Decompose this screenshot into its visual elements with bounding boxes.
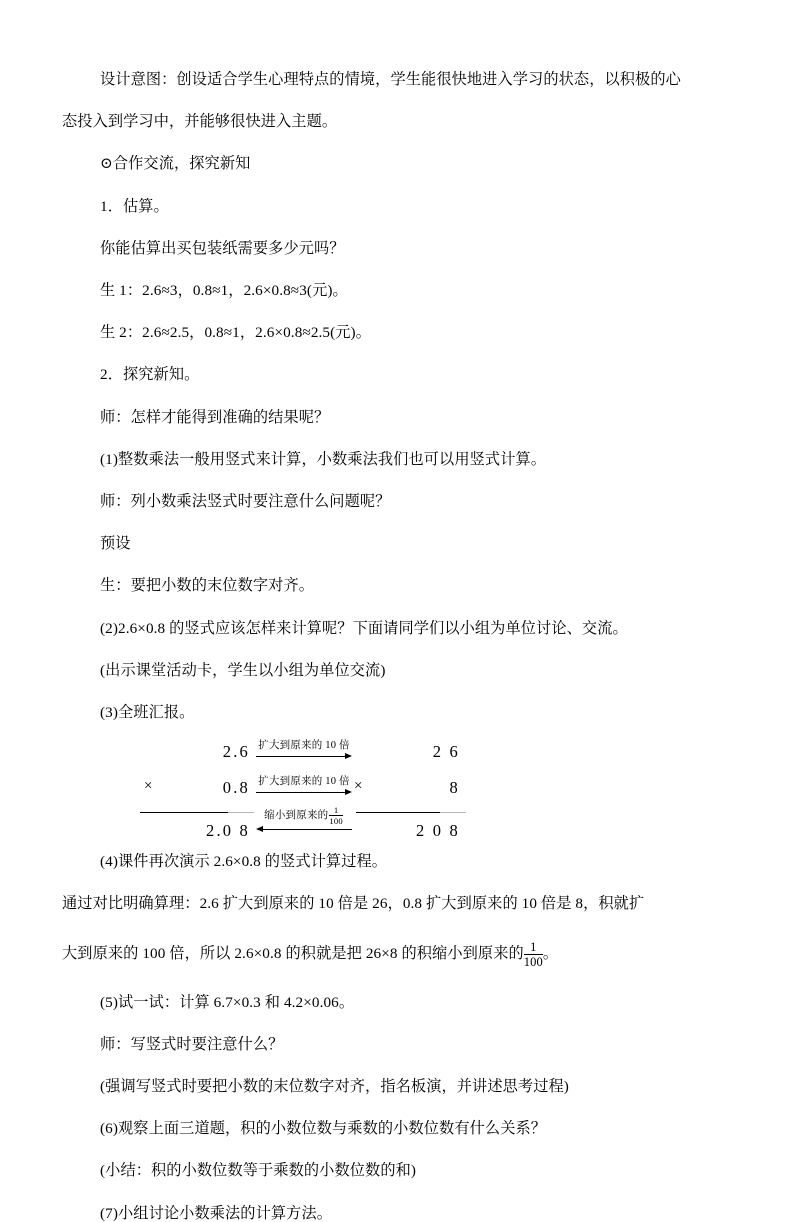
left-horizontal-rule — [140, 812, 254, 813]
teacher-question-2: 师：列小数乘法竖式时要注意什么问题呢？ — [100, 493, 391, 511]
list-item-1-estimate: 1．估算。 — [100, 197, 169, 215]
question-estimate-cost: 你能估算出买包装纸需要多少元吗？ — [100, 239, 345, 257]
preset-label: 预设 — [100, 535, 131, 553]
point-6-observe-question: (6)观察上面三道题，积的小数位数与乘数的小数位数有什么关系？ — [100, 1120, 547, 1138]
arrow-shaft — [256, 756, 346, 757]
student-answer-1: 生 1：2.6≈3，0.8≈1，2.6×0.8≈3(元)。 — [100, 282, 348, 300]
fraction-numerator: 1 — [329, 806, 343, 816]
vertical-calculation-diagram — [62, 736, 732, 840]
list-item-2-explore: 2．探究新知。 — [100, 366, 200, 384]
point-3-class-report: (3)全班汇报。 — [100, 704, 195, 722]
student-answer-2: 生 2：2.6≈2.5，0.8≈1，2.6×0.8≈2.5(元)。 — [100, 324, 372, 342]
point-1-integer-multiplication: (1)整数乘法一般用竖式来计算，小数乘法我们也可以用竖式计算。 — [100, 450, 547, 468]
activity-card-note: (出示课堂活动卡，学生以小组为单位交流) — [100, 661, 386, 679]
arrow-expand-multiplier — [256, 776, 352, 797]
arrow-expand-multiplicand — [256, 740, 352, 761]
arrow-shaft — [256, 792, 346, 793]
arrow-head-left-icon — [256, 826, 263, 832]
right-multiplicand: 2 6 — [432, 742, 460, 762]
point-7-group-discussion: (7)小组讨论小数乘法的计算方法。 — [100, 1204, 333, 1222]
arrow-line-left — [256, 826, 352, 834]
fraction-denominator: 100 — [523, 955, 543, 970]
right-product: 2 0 8 — [416, 821, 460, 841]
summary-note: (小结：积的小数位数等于乘数的小数位数的和) — [100, 1162, 417, 1180]
paragraph-design-intent: 设计意图：创设适合学生心理特点的情境，学生能很快地进入学习的状态，以积极的心 — [100, 71, 681, 88]
arrow-shaft — [262, 829, 352, 830]
left-product: 2.0 8 — [206, 821, 250, 841]
right-horizontal-rule — [356, 812, 466, 813]
fraction-one-hundredth — [329, 806, 343, 825]
student-answer-3: 生：要把小数的末位数字对齐。 — [100, 577, 315, 595]
section-heading-cooperative-inquiry: ⊙合作交流，探究新知 — [100, 155, 251, 173]
reasoning-line-1: 通过对比明确算理：2.6 扩大到原来的 10 倍是 26，0.8 扩大到原来的 10 倍是 8，积就扩 — [62, 895, 645, 913]
right-times-sign: × — [354, 778, 363, 795]
point-5-try-it: (5)试一试：计算 6.7×0.3 和 4.2×0.06。 — [100, 993, 355, 1011]
reasoning-line-2-text: 大到原来的 100 倍，所以 2.6×0.8 的积就是把 26×8 的积缩小到原来的 — [62, 944, 524, 962]
arrow-line-right-1 — [256, 753, 352, 761]
fraction-denominator: 100 — [329, 815, 343, 826]
arrow-line-right-2 — [256, 789, 352, 797]
paragraph-design-intent-continued: 态投入到学习中，并能够很快进入主题。 — [62, 113, 338, 131]
point-2-vertical-form-question: (2)2.6×0.8 的竖式应该怎样来计算呢？下面请同学们以小组为单位讨论、交流。 — [100, 619, 628, 637]
fraction-numerator: 1 — [524, 941, 543, 956]
left-multiplier: 0.8 — [222, 778, 250, 798]
arrow-label-expand-1: 扩大到原来的 10 倍 — [258, 740, 350, 752]
integer-vertical-form — [348, 736, 468, 840]
arrow-label-shrink-text: 缩小到原来的 — [264, 810, 329, 822]
decimal-vertical-form — [138, 736, 258, 840]
point-4-courseware-demo: (4)课件再次演示 2.6×0.8 的竖式计算过程。 — [100, 853, 388, 871]
emphasis-note: (强调写竖式时要把小数的末位数字对齐，指名板演，并讲述思考过程) — [100, 1078, 569, 1096]
left-multiplicand: 2.6 — [222, 742, 250, 762]
reasoning-line-2 — [62, 941, 732, 969]
arrow-label-shrink — [256, 806, 352, 825]
reasoning-line-2-period: 。 — [542, 944, 559, 962]
teacher-question-1: 师：怎样才能得到准确的结果呢？ — [100, 408, 330, 426]
left-times-sign: × — [144, 778, 153, 795]
arrow-shrink-product — [256, 806, 352, 834]
right-multiplier: 8 — [449, 778, 460, 798]
teacher-question-3: 师：写竖式时要注意什么？ — [100, 1035, 284, 1053]
fraction-one-hundredth-inline — [524, 941, 543, 969]
arrow-label-expand-2: 扩大到原来的 10 倍 — [258, 776, 350, 788]
